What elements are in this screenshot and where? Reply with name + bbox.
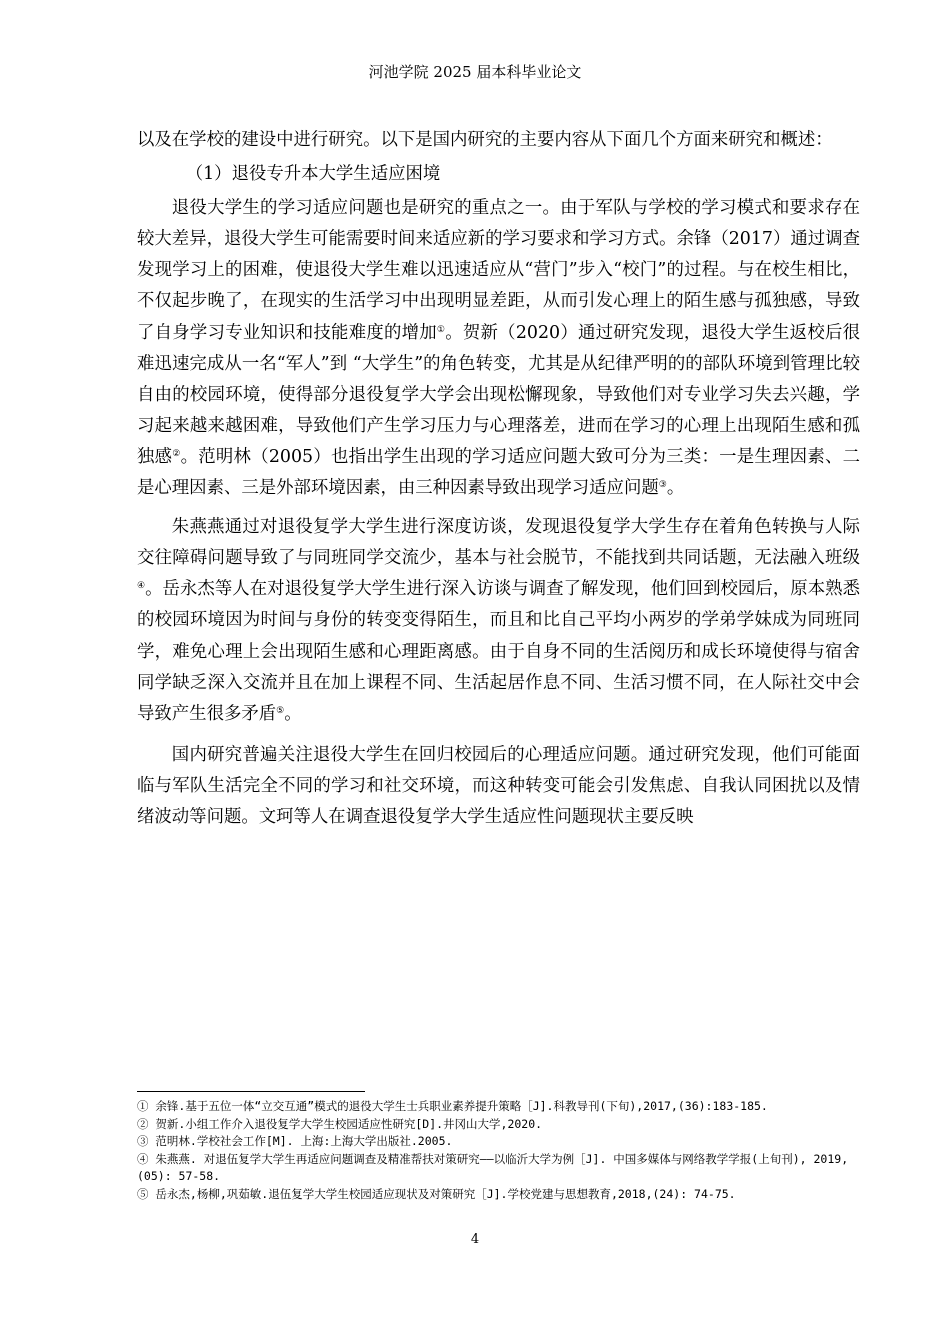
- section-heading: （1）退役专升本大学生适应困境: [185, 164, 441, 185]
- footnote-marker[interactable]: ①: [436, 324, 446, 335]
- running-header: 河池学院 2025 届本科毕业论文: [368, 63, 582, 81]
- footnote-item: ③ 范明林.学校社会工作[M]. 上海:上海大学出版社.2005.: [137, 1134, 453, 1149]
- paragraph-learning-adaptation: [137, 193, 860, 504]
- footnote-marker[interactable]: ②: [172, 448, 181, 459]
- paragraph-text: 。范明林（2005）也指出学生出现的学习适应问题大致可分为三类：一是生理因素、二是心理因素、三是外部环境因素，由三种因素导致出现学习适应问题: [137, 446, 860, 499]
- footnote-marker[interactable]: ④: [137, 581, 146, 592]
- page-number: 4: [470, 1232, 480, 1247]
- paragraph-text: 。贺新（2020）通过研究发现，退役大学生返校后很难迅速完成从一名“军人”到 “大学生”的角色转变，尤其是从纪律严明的的部队环境到管理比较自由的校园环境，使得部分退役复学大学会出现松懈现象，导致他们对专业学习失去兴趣，学习起来越来越困难，导致他们产生学习压力与心理落差，进而在学习的心理上出现陌生感和孤独感: [137, 322, 860, 467]
- paragraph-text: 朱燕燕通过对退役复学大学生进行深度访谈，发现退役复学大学生存在着角色转换与人际交往障碍问题导致了与同班同学交流少，基本与社会脱节，不能找到共同话题，无法融入班级: [137, 517, 860, 569]
- body-text: [137, 125, 860, 833]
- paragraph-interpersonal: [137, 512, 860, 730]
- footnote-item: ⑤ 岳永杰,杨柳,巩茹敏.退伍复学大学生校园适应现状及对策研究［J].学校党建与思想教育,2018,(24): 74-75.: [137, 1186, 736, 1201]
- intro-paragraph: 以及在学校的建设中进行研究。以下是国内研究的主要内容从下面几个方面来研究和概述：: [137, 130, 833, 150]
- paragraph-text: 。: [284, 703, 302, 724]
- paragraph-text: 。: [666, 478, 685, 499]
- paragraph-psychological: 国内研究普遍关注退役大学生在回归校园后的心理适应问题。通过研究发现，他们可能面临与军队生活完全不同的学习和社交环境，而这种转变可能会引发焦虑、自我认同困扰以及情绪波动等问题。文珂等人在调查退役复学大学生适应性问题现状主要反映: [137, 744, 860, 827]
- footnote-item: ④ 朱燕燕. 对退伍复学大学生再适应问题调查及精准帮扶对策研究——以临沂大学为例［J]. 中国多媒体与网络教学学报(上旬刊), 2019, (05): 57-58.: [137, 1151, 849, 1184]
- footnote-item: ② 贺新.小组工作介入退役复学大学生校园适应性研究[D].井冈山大学,2020.: [137, 1116, 543, 1131]
- footnote-marker[interactable]: ③: [658, 480, 667, 491]
- footnote-item: ① 余锋.基于五位一体“立交互通”模式的退役大学生士兵职业素养提升策略［J].科教导刊(下旬),2017,(36):183-185.: [137, 1099, 768, 1113]
- footnote-separator: [137, 1091, 365, 1092]
- footnote-marker[interactable]: ⑤: [276, 705, 285, 716]
- footnotes: [137, 1098, 860, 1204]
- paragraph-text: 退役大学生的学习适应问题也是研究的重点之一。由于军队与学校的学习模式和要求存在较大差异，退役大学生可能需要时间来适应新的学习要求和学习方式。余锋（2017）通过调查发现学习上的困难，使退役大学生难以迅速适应从“营门”步入“校门”的过程。与在校生相比，不仅起步晚了，在现实的生活学习中出现明显差距，从而引发心理上的陌生感与孤独感，导致了自身学习专业知识和技能难度的增加: [137, 198, 860, 343]
- paragraph-text: 。岳永杰等人在对退役复学大学生进行深入访谈与调查了解发现，他们回到校园后，原本熟悉的校园环境因为时间与身份的转变变得陌生，而且和比自己平均小两岁的学弟学妹成为同班同学，难免心理上会出现陌生感和心理距离感。由于自身不同的生活阅历和成长环境使得与宿舍同学缺乏深入交流并且在加上课程不同、生活起居作息不同、生活习惯不同，在人际社交中会导致产生很多矛盾: [137, 579, 860, 724]
